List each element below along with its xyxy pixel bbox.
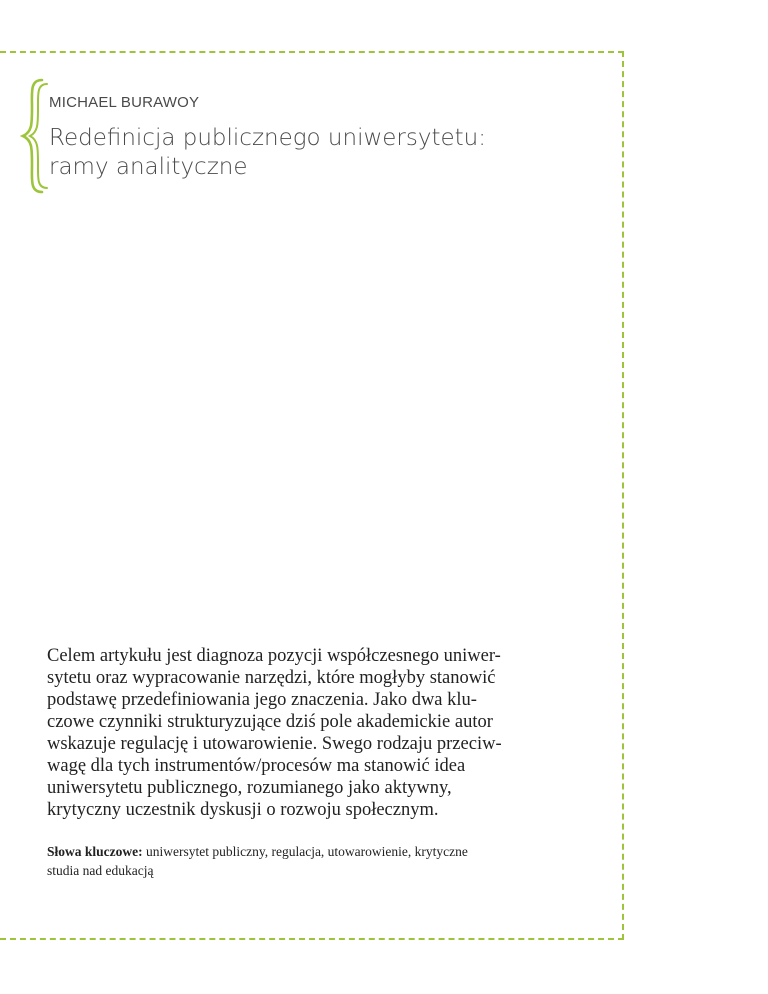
- dashed-frame-top: [0, 51, 624, 53]
- curly-brace-icon: [20, 78, 48, 194]
- abstract-line: wagę dla tych instrumentów/procesów ma stanowić idea: [47, 756, 466, 776]
- abstract: [47, 645, 567, 821]
- abstract-line: wskazuje regulację i utowarowienie. Swego rodzaju przeciw-: [47, 734, 502, 754]
- abstract-line: czowe czynniki strukturyzujące dziś pole akademickie autor: [47, 712, 493, 732]
- abstract-line: krytyczny uczestnik dyskusji o rozwoju społecznym.: [47, 800, 439, 820]
- title-line: Redefinicja publicznego uniwersytetu:: [49, 125, 486, 151]
- keywords-line: studia nad edukacją: [47, 863, 154, 878]
- abstract-line: uniwersytetu publicznego, rozumianego jako aktywny,: [47, 778, 452, 798]
- keywords-label: Słowa kluczowe:: [47, 844, 143, 859]
- title-line: ramy analityczne: [49, 154, 248, 180]
- keywords: [47, 842, 567, 880]
- dashed-frame-right: [622, 51, 624, 940]
- keywords-line: [47, 842, 567, 861]
- abstract-line: Celem artykułu jest diagnoza pozycji współczesnego uniwer-: [47, 646, 501, 666]
- dashed-frame-bottom: [0, 938, 624, 940]
- article-title: [49, 124, 609, 182]
- keywords-text: uniwersytet publiczny, regulacja, utowarowienie, krytyczne: [142, 844, 468, 859]
- abstract-line: podstawę przedefiniowania jego znaczenia. Jako dwa klu-: [47, 690, 477, 710]
- abstract-line: sytetu oraz wypracowanie narzędzi, które mogłyby stanowić: [47, 668, 496, 688]
- author-name: MICHAEL BURAWOY: [49, 94, 200, 111]
